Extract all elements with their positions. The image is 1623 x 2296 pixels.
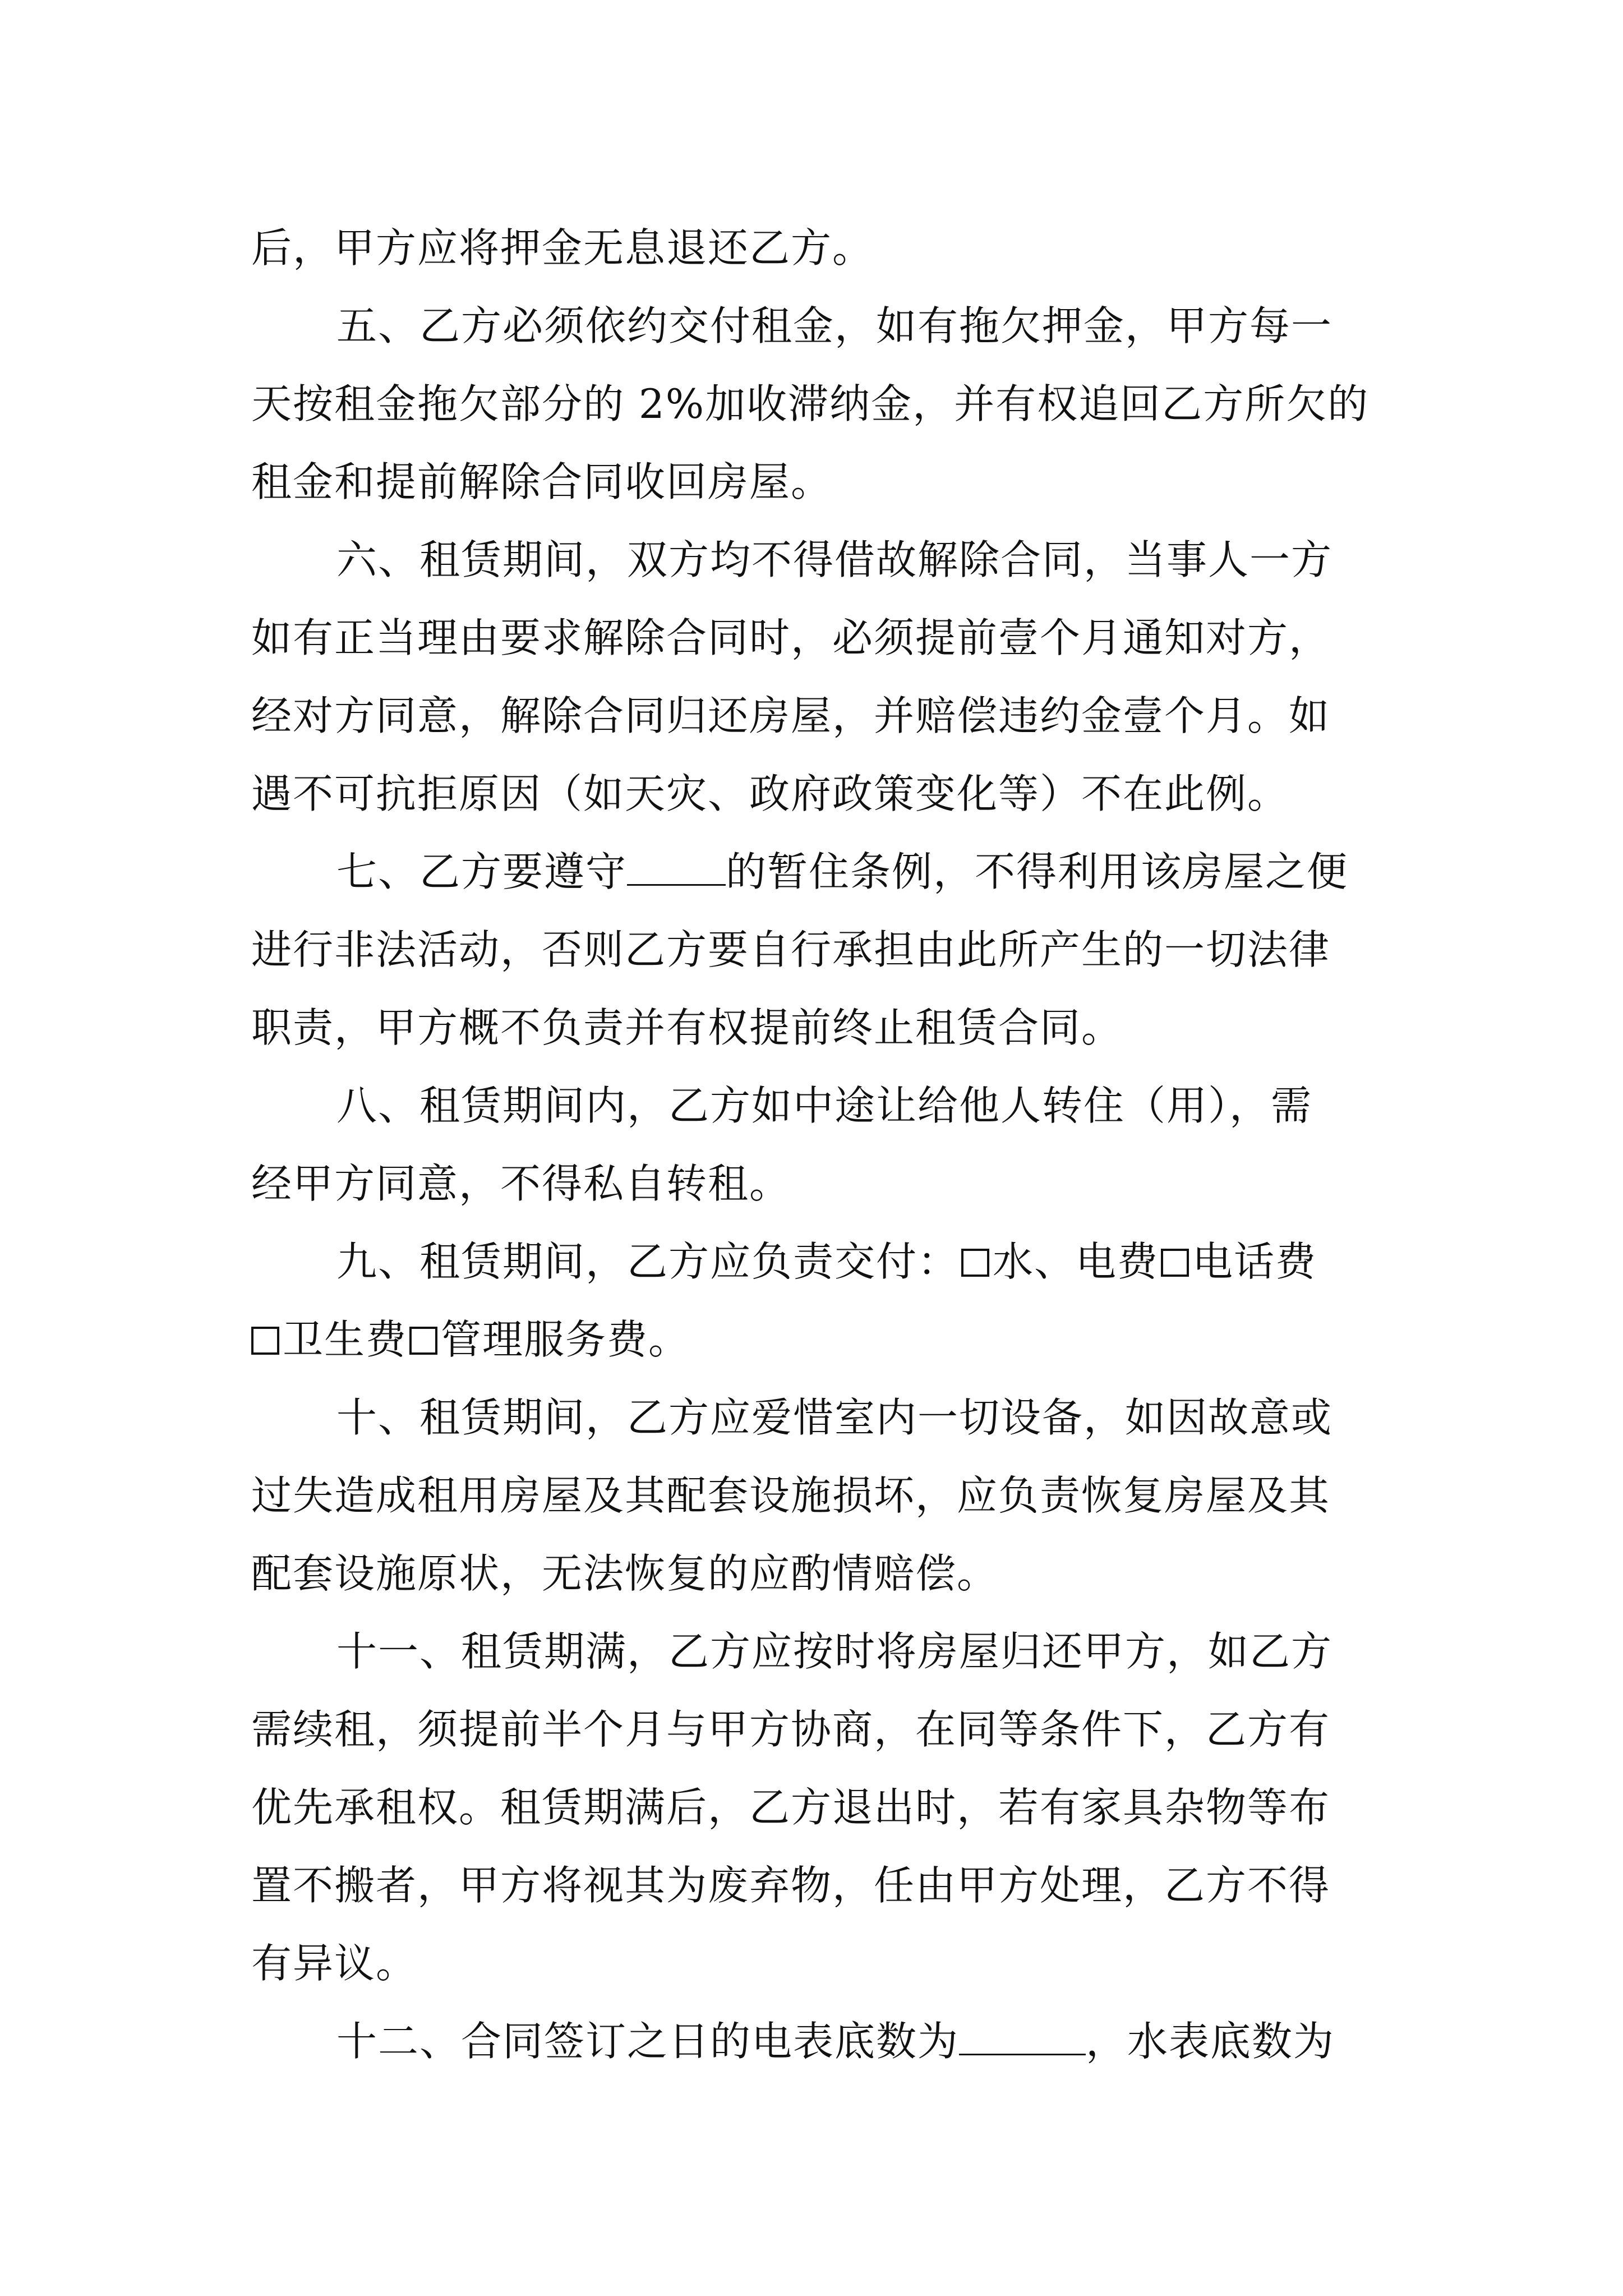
clause-12-text-before: 十二、合同签订之日的电表底数为 (336, 2018, 960, 2065)
text-line: 优先承租权。租赁期满后，乙方退出时，若有家具杂物等布 (251, 1784, 1331, 1831)
clause-9-prefix: 九、租赁期间，乙方应负责交付： (336, 1238, 960, 1285)
clause-5 (251, 287, 1390, 521)
document-body (251, 209, 1390, 2081)
checkbox-telephone[interactable] (1161, 1249, 1189, 1277)
text-line: 六、租赁期间，双方均不得借故解除合同，当事人一方 (336, 536, 1333, 583)
checkbox-label-telephone: 电话费 (1192, 1238, 1317, 1285)
clause-7-text-before: 七、乙方要遵守 (336, 848, 628, 895)
checkbox-water-electricity[interactable] (961, 1249, 989, 1277)
text-line: 后，甲方应将押金无息退还乙方。 (251, 224, 874, 272)
fill-in-blank-electric-meter[interactable] (959, 2020, 1086, 2055)
text-line: 十一、租赁期满，乙方应按时将房屋归还甲方，如乙方 (336, 1628, 1333, 1675)
checkbox-label-management: 管理服务费。 (441, 1316, 690, 1363)
text-line: 进行非法活动，否则乙方要自行承担由此所产生的一切法律 (251, 926, 1331, 973)
text-line: 天按租金拖欠部分的 2%加收滞纳金，并有权追回乙方所欠的 (251, 380, 1370, 427)
text-line (251, 833, 1390, 911)
clause-11 (251, 1613, 1390, 2003)
clause-8 (251, 1067, 1390, 1223)
text-line: 有异议。 (251, 1940, 418, 1987)
text-line: 十、租赁期间，乙方应爱惜室内一切设备，如因故意或 (336, 1394, 1333, 1441)
text-line: 置不搬者，甲方将视其为废弃物，任由甲方处理，乙方不得 (251, 1862, 1331, 1909)
clause-10 (251, 1379, 1390, 1613)
text-line: 租金和提前解除合同收回房屋。 (251, 458, 833, 505)
text-line: 经对方同意，解除合同归还房屋，并赔偿违约金壹个月。如 (251, 692, 1331, 739)
checkbox-label-sanitation: 卫生费 (283, 1316, 408, 1363)
text-line: 过失造成租用房屋及其配套设施损坏，应负责恢复房屋及其 (251, 1472, 1331, 1519)
clause-12 (251, 2003, 1390, 2081)
text-line (251, 1301, 1390, 1379)
paragraph-continuation (251, 209, 1390, 287)
checkbox-management[interactable] (409, 1327, 437, 1355)
clause-6 (251, 521, 1390, 833)
text-line: 配套设施原状，无法恢复的应酌情赔偿。 (251, 1550, 999, 1597)
text-line: 五、乙方必须依约交付租金，如有拖欠押金，甲方每一 (336, 302, 1333, 349)
fill-in-blank-location[interactable] (627, 850, 726, 886)
text-line: 经甲方同意，不得私自转租。 (251, 1160, 791, 1207)
clause-7 (251, 833, 1390, 1067)
clause-9 (251, 1223, 1390, 1379)
checkbox-label-water-electricity: 水、电费 (993, 1238, 1159, 1285)
text-line: 需续租，须提前半个月与甲方协商，在同等条件下，乙方有 (251, 1706, 1331, 1753)
text-line (251, 2003, 1390, 2081)
clause-12-text-after: ，水表底数为 (1086, 2018, 1335, 2065)
text-line: 遇不可抗拒原因（如天灾、政府政策变化等）不在此例。 (251, 770, 1289, 817)
text-line (251, 1223, 1390, 1301)
text-line: 如有正当理由要求解除合同时，必须提前壹个月通知对方， (251, 614, 1331, 661)
text-line: 八、租赁期间内，乙方如中途让给他人转住（用），需 (336, 1082, 1313, 1129)
checkbox-sanitation[interactable] (251, 1327, 279, 1355)
text-line: 职责，甲方概不负责并有权提前终止租赁合同。 (251, 1004, 1123, 1051)
clause-7-text-after: 的暂住条例，不得利用该房屋之便 (726, 848, 1349, 895)
